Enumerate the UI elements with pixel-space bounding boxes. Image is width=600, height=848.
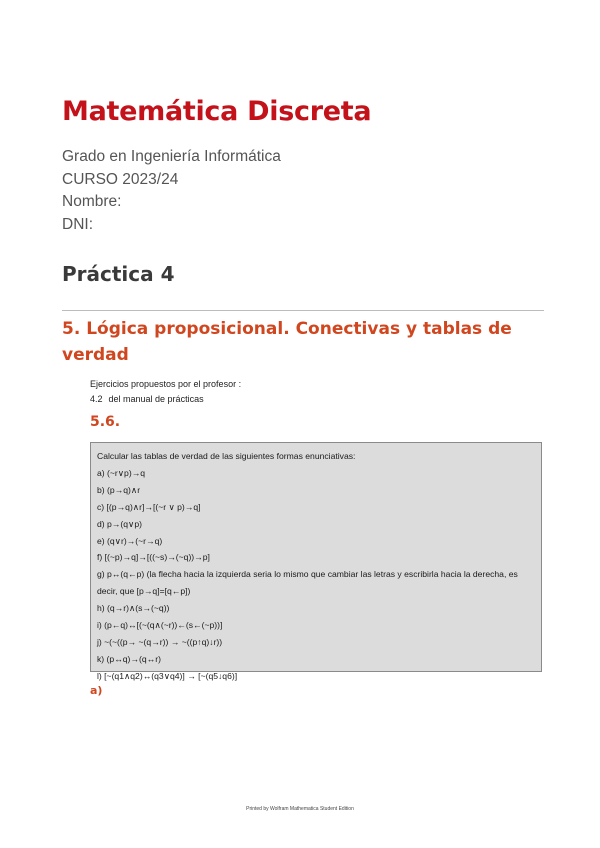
exercise-item-f: f) [(~p)→q]→[((~s)→(~q))→p] — [97, 552, 210, 563]
exercise-item-g: g) p↔(q←p) (la flecha hacia la izquierda seria lo mismo que cambiar las letras y escribirla hacia la derecha, es decir, que [p→q]=[q←p]) — [97, 569, 518, 597]
exercise-item-e: e) (q∨r)→(~r→q) — [97, 535, 163, 546]
practica-heading: Práctica 4 — [62, 262, 175, 286]
exercise-number: 5.6. — [90, 414, 121, 430]
section-heading: 5. Lógica proposicional. Conectivas y tablas de verdad — [62, 319, 512, 365]
exercise-statement-box — [90, 442, 542, 681]
exercises-ref-text: del manual de prácticas — [108, 394, 204, 404]
exercise-item-b: b) (p→q)∧r — [97, 484, 141, 495]
exercises-reference — [90, 392, 241, 407]
exercises-ref-number: 4.2 — [90, 394, 103, 404]
document-title: Matemática Discreta — [62, 96, 372, 127]
exercise-item-i: i) (p←q)↔[(~(q∧(~r))←(s←(~p))] — [97, 620, 223, 631]
print-footer: Printed by Wolfram Mathematica Student Edition — [246, 806, 354, 812]
exercise-item-c: c) [(p→q)∧r]→[(~r ∨ p)→q] — [97, 501, 201, 512]
exercise-statement: Calcular las tablas de verdad de las siguientes formas enunciativas: — [97, 451, 356, 461]
exercise-item-a: a) (~r∨p)→q — [97, 467, 146, 478]
exercise-item-d: d) p→(q∨p) — [97, 518, 142, 529]
document-meta — [62, 146, 281, 236]
dni-label: DNI: — [62, 215, 93, 233]
answer-label: a) — [90, 684, 103, 697]
exercise-item-l: l) [~(q1∧q2)↔(q3∨q4)] → [~(q5↓q6)] — [97, 670, 238, 681]
exercise-item-k: k) (p↔q)→(q↔r) — [97, 653, 161, 664]
exercises-intro: Ejercicios propuestos por el profesor : — [90, 379, 242, 389]
exercise-item-h: h) (q→r)∧(s→(~q)) — [97, 603, 170, 614]
exercise-item-j: j) ~(~((p→ ~(q→r)) → ~((p↑q)↓r)) — [97, 636, 223, 647]
degree-line: Grado en Ingeniería Informática — [62, 148, 281, 165]
section-divider — [62, 310, 544, 311]
name-label: Nombre: — [62, 193, 122, 210]
exercises-note — [90, 377, 241, 407]
course-line: CURSO 2023/24 — [62, 170, 179, 188]
